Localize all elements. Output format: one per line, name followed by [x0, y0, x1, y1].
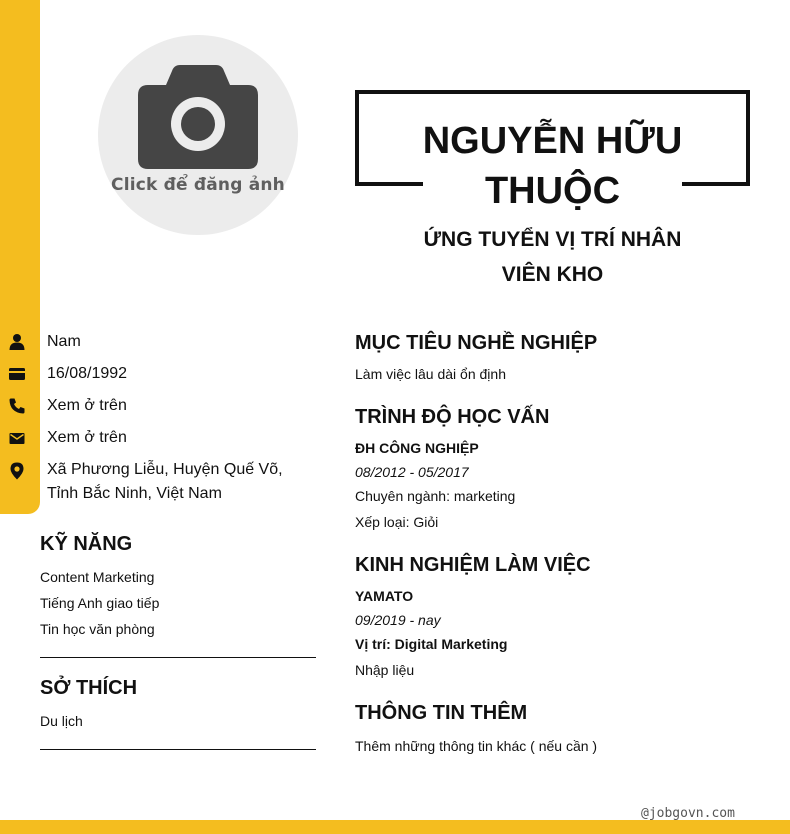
- extra-info-title: THÔNG TIN THÊM: [355, 702, 528, 724]
- skills-title: KỸ NĂNG: [40, 533, 133, 555]
- footer-accent-bar: [0, 820, 790, 834]
- education-period[interactable]: 08/2012 - 05/2017: [355, 464, 469, 480]
- experience-company[interactable]: YAMATO: [355, 588, 414, 604]
- birthday-value[interactable]: 16/08/1992: [47, 365, 128, 382]
- education-title: TRÌNH ĐỘ HỌC VẤN: [355, 406, 550, 428]
- mail-icon: [8, 429, 26, 447]
- hobby-item[interactable]: Du lịch: [40, 713, 83, 729]
- email-value[interactable]: Xem ở trên: [47, 429, 127, 446]
- education-grade[interactable]: Xếp loại: Giỏi: [355, 514, 439, 530]
- experience-role[interactable]: Vị trí: Digital Marketing: [355, 636, 508, 652]
- watermark: @jobgovn.com: [641, 806, 735, 821]
- extra-info-text[interactable]: Thêm những thông tin khác ( nếu cần ): [355, 738, 598, 754]
- experience-description[interactable]: Nhập liệu: [355, 662, 415, 678]
- objective-title: MỤC TIÊU NGHỀ NGHIỆP: [355, 332, 598, 354]
- skills-divider: [40, 657, 316, 658]
- gender-value[interactable]: Nam: [47, 333, 81, 350]
- education-school[interactable]: ĐH CÔNG NGHIỆP: [355, 440, 479, 456]
- experience-period[interactable]: 09/2019 - nay: [355, 612, 441, 628]
- photo-upload[interactable]: [98, 35, 298, 235]
- education-major[interactable]: Chuyên ngành: marketing: [355, 488, 516, 504]
- location-pin-icon: [8, 462, 26, 480]
- phone-value[interactable]: Xem ở trên: [47, 397, 127, 414]
- address-value[interactable]: Xã Phương Liễu, Huyện Quế Võ, Tỉnh Bắc Ninh, Việt Nam: [47, 461, 283, 502]
- experience-title: KINH NGHIỆM LÀM VIỆC: [355, 554, 591, 576]
- skill-item[interactable]: Tin học văn phòng: [40, 621, 155, 637]
- hobbies-title: SỞ THÍCH: [40, 677, 138, 699]
- skill-item[interactable]: Tiếng Anh giao tiếp: [40, 595, 160, 611]
- phone-icon: [8, 397, 26, 415]
- skill-item[interactable]: Content Marketing: [40, 569, 155, 585]
- card-icon: [8, 365, 26, 383]
- applied-position[interactable]: ỨNG TUYỂN VỊ TRÍ NHÂN VIÊN KHO: [423, 228, 682, 286]
- objective-text[interactable]: Làm việc lâu dài ổn định: [355, 366, 506, 382]
- candidate-name[interactable]: NGUYỄN HỮU THUỘC: [422, 120, 683, 212]
- person-icon: [8, 333, 26, 351]
- camera-icon: [138, 65, 258, 169]
- hobbies-divider: [40, 749, 316, 750]
- photo-upload-label: Click để đăng ảnh: [111, 175, 285, 195]
